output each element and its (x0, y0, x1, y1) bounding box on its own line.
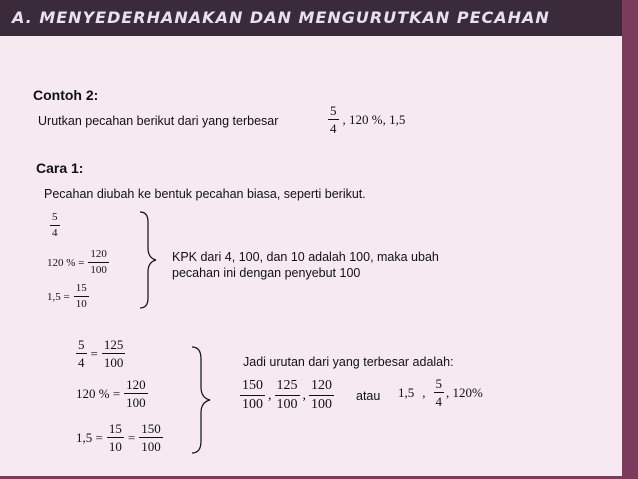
right-brace (138, 210, 158, 310)
side-decoration (622, 0, 638, 479)
b1-row1: $\frac{5}{4}$ (52, 211, 58, 239)
title-bar (0, 0, 638, 36)
method-heading: Cara 1: (36, 160, 84, 176)
result-label: Jadi urutan dari yang terbesar adalah: (243, 355, 454, 369)
b1-row2: 120 % = $\frac{120}{100}$ (47, 248, 107, 276)
result-alternative: 1,5 , $\frac{5}{4}$ , 120% (398, 376, 483, 409)
b2-row3: 1,5 = $\frac{15}{10}$ = $\frac{150}{100}$ (76, 421, 161, 454)
result-order: $\frac{150}{100}$ , $\frac{125}{100}$ , $\frac{120}{100}$ (242, 378, 332, 412)
fraction-five-fourths: $\frac{5}{4}$ (330, 103, 337, 136)
kpk-note-line-1: KPK dari 4, 100, dan 10 adalah 100, maka ubah (172, 250, 439, 264)
b1-row3: 1,5 = $\frac{15}{10}$ (47, 282, 87, 310)
slide-title: A. MENYEDERHANAKAN DAN MENGURUTKAN PECAHAN (12, 8, 550, 27)
b2-row2: 120 % = $\frac{120}{100}$ (76, 377, 146, 410)
b2-row1: $\frac{5}{4}$ = $\frac{125}{100}$ (78, 337, 124, 370)
or-label: atau (356, 389, 381, 403)
example-instruction: Urutkan pecahan berikut dari yang terbesar (38, 114, 279, 128)
example-heading: Contoh 2: (33, 87, 99, 103)
method-description: Pecahan diubah ke bentuk pecahan biasa, seperti berikut. (44, 187, 366, 201)
fraction-list: $\frac{5}{4}$ , 120 %, 1,5 (330, 103, 406, 136)
kpk-note-line-2: pecahan ini dengan penyebut 100 (172, 266, 361, 280)
right-brace (190, 345, 214, 455)
